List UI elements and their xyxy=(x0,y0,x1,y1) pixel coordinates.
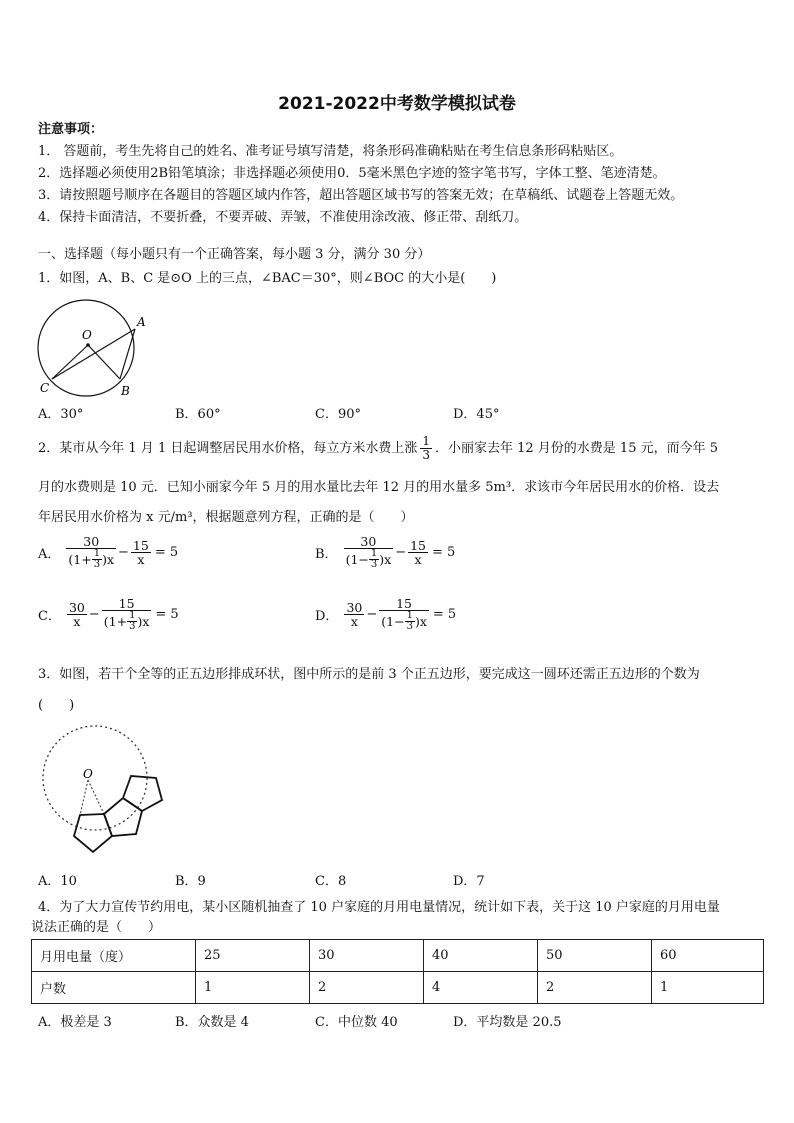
q3-option-a: A．10 xyxy=(38,874,77,889)
q2-frac-denominator: 3 xyxy=(422,448,430,462)
q2-b-equals: = 5 xyxy=(432,545,456,560)
q2-option-b-letter: B． xyxy=(315,547,338,562)
q3-line-2: ( ) xyxy=(38,698,75,713)
q2-b-one: 1 xyxy=(370,548,378,559)
q2-option-c xyxy=(38,597,179,632)
section-heading: 一、选择题（每小题只有一个正确答案，每小题 3 分，满分 30 分） xyxy=(38,247,431,262)
q4-line-2: 说法正确的是（ ） xyxy=(31,920,162,935)
q2-c-three: 3 xyxy=(129,621,136,632)
q4-option-b: B．众数是 4 xyxy=(175,1015,249,1030)
notice-item-1: 1． 答题前，考生先将自己的姓名、准考证号填写清楚，将条形码准确粘贴在考生信息条形码粘贴区。 xyxy=(38,144,623,159)
q2-d-denominator-1: x xyxy=(350,614,358,629)
q2-a-denominator-2: x xyxy=(137,552,145,567)
q4-option-a: A．极差是 3 xyxy=(38,1015,112,1030)
q1-option-c: C．90° xyxy=(315,407,361,422)
q2-b-paren-x: )x xyxy=(379,552,392,567)
table-cell: 40 xyxy=(424,940,538,972)
table-cell: 4 xyxy=(424,972,538,1004)
table-cell: 户数 xyxy=(32,972,196,1004)
q4-line-1: 4．为了大力宣传节约用电，某小区随机抽查了 10 户家庭的月用电量情况，统计如下表，关于这 10 户家庭的月用电量 xyxy=(38,900,720,915)
q2-c-numerator-2: 15 xyxy=(102,597,152,611)
q3-option-c: C．8 xyxy=(315,874,347,889)
q2-b-three: 3 xyxy=(370,559,378,570)
notice-item-4: 4．保持卡面清洁，不要折叠，不要弄破、弄皱，不准使用涂改液、修正带、刮纸刀。 xyxy=(38,210,528,225)
table-cell: 2 xyxy=(538,972,652,1004)
q2-a-numerator-2: 15 xyxy=(132,538,149,553)
q2-c-numerator-1: 30 xyxy=(68,600,85,615)
q2-b-numerator-2: 15 xyxy=(410,538,426,553)
q2-b-minus: − xyxy=(395,545,407,560)
q2-d-numerator-1: 30 xyxy=(346,600,363,615)
q2-d-minus: − xyxy=(366,607,378,622)
table-cell: 1 xyxy=(652,972,764,1004)
q4-option-d: D．平均数是 20.5 xyxy=(453,1015,562,1030)
notice-item-3: 3．请按照题号顺序在各题目的答题区域内作答，超出答题区域书写的答案无效；在草稿纸、试题卷上答题无效。 xyxy=(38,188,684,203)
q1-label-c: C xyxy=(40,381,50,395)
q4-data-table xyxy=(31,939,764,1004)
q2-d-numerator-2: 15 xyxy=(379,597,429,611)
q1-option-d: D．45° xyxy=(453,407,500,422)
q2-option-d-letter: D． xyxy=(315,609,339,624)
q2-c-minus: − xyxy=(88,607,100,622)
q2-b-numerator-1: 30 xyxy=(344,535,394,549)
q3-option-d: D．7 xyxy=(453,874,485,889)
table-cell: 60 xyxy=(652,940,764,972)
q2-d-paren: (1− xyxy=(381,614,405,629)
q2-d-equals: = 5 xyxy=(432,607,457,622)
table-cell: 2 xyxy=(310,972,424,1004)
q1-label-o: O xyxy=(82,328,92,342)
q2-d-paren-x: )x xyxy=(414,614,427,629)
q1-option-b: B．60° xyxy=(175,407,221,422)
table-cell: 25 xyxy=(196,940,310,972)
q2-a-one: 1 xyxy=(93,548,101,559)
q2-a-three: 3 xyxy=(93,559,101,570)
q2-a-paren: (1+ xyxy=(68,552,92,567)
q2-b-denominator-2: x xyxy=(414,552,422,567)
q1-option-a: A．30° xyxy=(38,407,84,422)
q1-stem: 1．如图，A、B、C 是⊙O 上的三点，∠BAC＝30°，则∠BOC 的大小是( ) xyxy=(38,271,497,286)
page-title: 2021-2022中考数学模拟试卷 xyxy=(278,94,516,114)
q2-fraction-one-third xyxy=(420,435,432,462)
q2-c-paren-x: )x xyxy=(137,614,150,629)
table-cell: 50 xyxy=(538,940,652,972)
q2-line-3: 年居民用水价格为 x 元/m³，根据题意列方程，正确的是（ ） xyxy=(38,510,414,525)
table-cell: 30 xyxy=(310,940,424,972)
q1-label-b: B xyxy=(121,384,130,398)
q1-circle-figure xyxy=(36,297,151,402)
q2-a-equals: = 5 xyxy=(154,545,179,560)
q1-label-a: A xyxy=(137,315,146,329)
table-row xyxy=(32,940,764,972)
q4-option-c: C．中位数 40 xyxy=(315,1015,398,1030)
q3-option-b: B．9 xyxy=(175,874,206,889)
table-cell: 月用电量（度） xyxy=(32,940,196,972)
q2-c-equals: = 5 xyxy=(155,607,179,622)
q2-b-paren: (1− xyxy=(345,552,369,567)
q2-a-numerator-1: 30 xyxy=(66,535,116,549)
table-row xyxy=(32,972,764,1004)
q2-line-2: 月的水费则是 10 元．已知小丽家今年 5 月的用水量比去年 12 月的用水量多 5m³．求该市今年居民用水的价格．设去 xyxy=(38,480,720,495)
q2-option-a xyxy=(38,535,178,570)
q2-option-b xyxy=(315,535,455,570)
q2-line-1 xyxy=(38,435,718,462)
q2-option-a-letter: A． xyxy=(38,547,61,562)
q2-c-paren: (1+ xyxy=(103,614,128,629)
q2-c-denominator-1: x xyxy=(73,614,81,629)
q3-line-1: 3．如图，若干个全等的正五边形排成环状，图中所示的是前 3 个正五边形，要完成这一圆环还需正五边形的个数为 xyxy=(38,667,700,682)
q2-d-three: 3 xyxy=(406,621,413,632)
q2-line-1-start: 2．某市从今年 1 月 1 日起调整居民用水价格，每立方米水费上涨 xyxy=(38,440,418,456)
q3-pentagon-ring-figure xyxy=(40,728,175,858)
q2-option-c-letter: C． xyxy=(38,609,61,624)
q2-option-d xyxy=(315,597,456,632)
q2-c-one: 1 xyxy=(129,610,136,621)
q2-d-one: 1 xyxy=(406,610,413,621)
q2-frac-numerator: 1 xyxy=(422,434,430,448)
q3-label-o: O xyxy=(83,767,93,781)
q2-a-paren-x: )x xyxy=(102,552,115,567)
notice-item-2: 2．选择题必须使用2B铅笔填涂；非选择题必须使用0．5毫米黑色字迹的签字笔书写，字体工整、笔迹清楚。 xyxy=(38,166,666,181)
table-cell: 1 xyxy=(196,972,310,1004)
q2-line-1-end: ．小丽家去年 12 月份的水费是 15 元，而今年 5 xyxy=(434,440,719,456)
q2-a-minus: − xyxy=(118,545,129,560)
notice-heading: 注意事项： xyxy=(38,122,104,137)
